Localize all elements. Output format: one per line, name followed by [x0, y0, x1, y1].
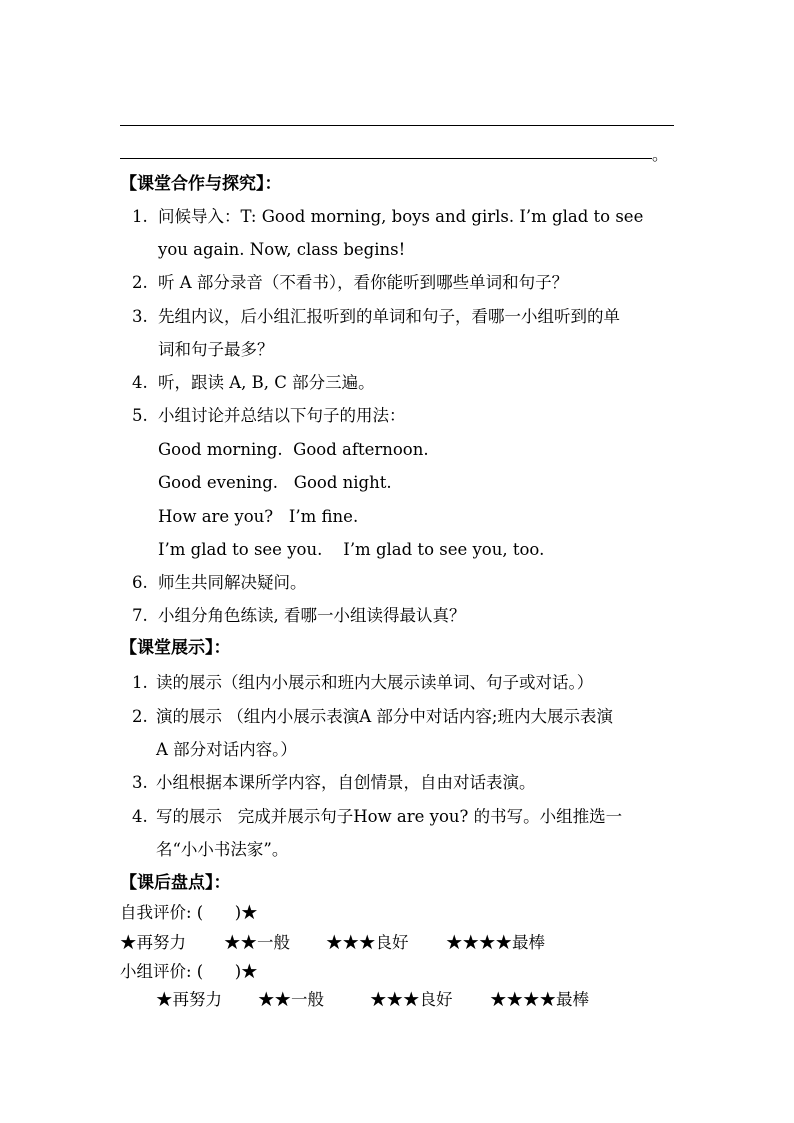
group-evaluation-label: 小组评价: ( )★	[120, 962, 258, 981]
list-item-text: 问候导入：T: Good morning, boys and girls. I’m glad to see	[158, 207, 644, 226]
list-item-number: 4.	[132, 807, 148, 826]
list-item-text: 听 A 部分录音（不看书），看你能听到哪些单词和句子？	[158, 273, 569, 292]
list-item-continuation: 词和句子最多？	[158, 340, 274, 359]
list-item-text: 小组根据本课所学内容，自创情景，自由对话表演。	[156, 773, 536, 792]
example-sentence: I’m glad to see you. I’m glad to see you, too.	[158, 540, 545, 559]
list-item-number: 1.	[132, 673, 148, 692]
rating-level: ★★一般	[258, 990, 324, 1009]
list-item-continuation: you again. Now, class begins!	[158, 240, 406, 259]
section-heading-display: 【课堂展示】：	[120, 638, 231, 658]
list-item-number: 2.	[132, 707, 148, 726]
rating-level: ★★★★最棒	[446, 933, 545, 952]
list-item-number: 6.	[132, 573, 148, 592]
example-sentence: Good morning. Good afternoon.	[158, 440, 429, 459]
list-item-text: 读的展示（组内小展示和班内大展示读单词、句子或对话。）	[156, 673, 594, 692]
rating-level: ★再努力	[156, 990, 222, 1009]
list-item-number: 7.	[132, 606, 148, 625]
list-item-text: 听，跟读 A, B, C 部分三遍。	[158, 373, 375, 392]
self-evaluation-label: 自我评价: ( )★	[120, 903, 258, 922]
list-item-continuation: A 部分对话内容。）	[156, 740, 297, 759]
rating-level: ★★★良好	[326, 933, 409, 952]
list-item-number: 2.	[132, 273, 148, 292]
list-item-number: 4.	[132, 373, 148, 392]
list-item-text: 小组分角色练读, 看哪一小组读得最认真？	[158, 606, 466, 625]
rating-level: ★再努力	[120, 933, 186, 952]
list-item-text: 小组讨论并总结以下句子的用法：	[158, 406, 406, 425]
rating-level: ★★一般	[224, 933, 290, 952]
list-item-continuation: 名“小小书法家”。	[156, 840, 289, 859]
list-item-text: 先组内议，后小组汇报听到的单词和句子，看哪一小组听到的单	[158, 307, 620, 326]
list-item-number: 3.	[132, 307, 148, 326]
example-sentence: How are you? I’m fine.	[158, 507, 359, 526]
rating-level: ★★★良好	[370, 990, 453, 1009]
section-heading-cooperation: 【课堂合作与探究】：	[120, 174, 282, 194]
list-item-text: 写的展示 完成并展示句子How are you? 的书写。小组推选一	[156, 807, 623, 826]
example-sentence: Good evening. Good night.	[158, 473, 392, 492]
blank-line-end-mark: 。	[652, 145, 669, 164]
blank-line-1	[120, 125, 674, 126]
list-item-number: 5.	[132, 406, 148, 425]
list-item-text: 演的展示 （组内小展示表演A 部分中对话内容;班内大展示表演	[156, 707, 613, 726]
list-item-text: 师生共同解决疑问。	[158, 573, 307, 592]
blank-line-2	[120, 158, 652, 159]
section-heading-review: 【课后盘点】：	[120, 873, 231, 893]
rating-level: ★★★★最棒	[490, 990, 589, 1009]
list-item-number: 3.	[132, 773, 148, 792]
list-item-number: 1.	[132, 207, 148, 226]
